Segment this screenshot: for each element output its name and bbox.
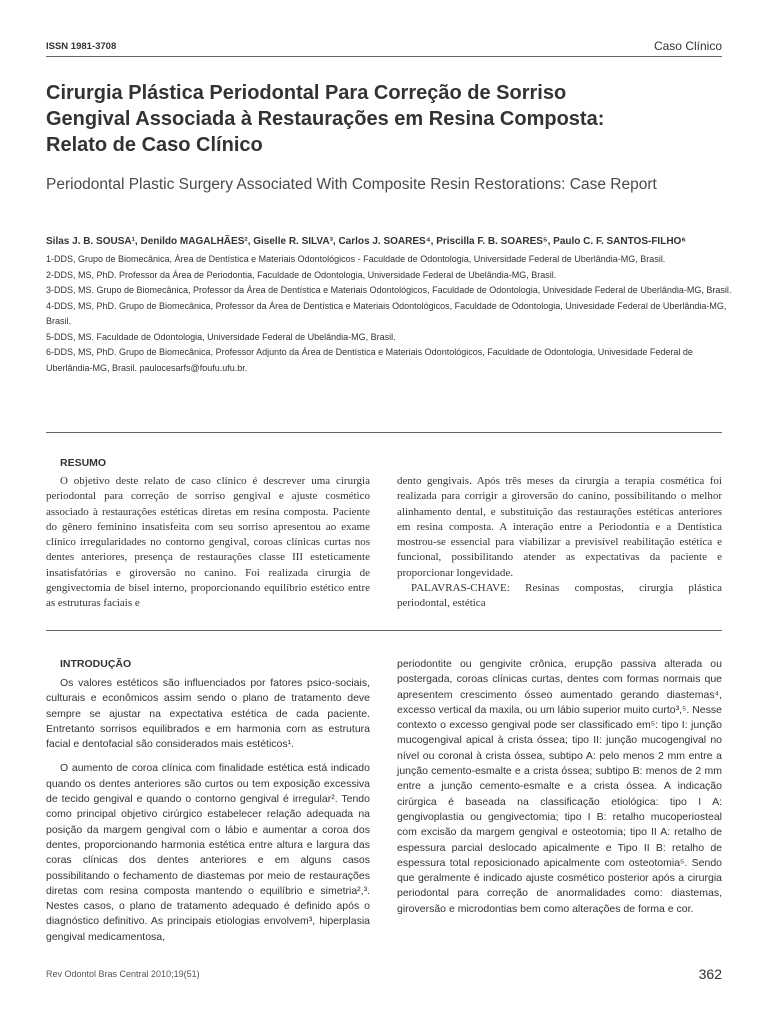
title-line-2: Gengival Associada à Restaurações em Resina Composta:	[46, 108, 605, 130]
abstract-text-left: O objetivo deste relato de caso clínico é descrever uma cirurgia periodontal para correção de sorriso gengival e ajuste cosmético associado à restaurações estéticas diretas em resina composta. Paciente do gênero feminino insatisfeita com seu sorriso apresentou ao exame clínico irregularidades no contorno gengival, coroas clínicas curtas nos dentes anteriores, presença de restaurações classe III esteticamente insatisfatórias e giroversão no canino. Foi realizada cirurgia de gengivectomia de bisel interno, proporcionando equilíbrio estético entre as estruturas faciais e	[46, 475, 370, 610]
author-list: Silas J. B. SOUSA¹, Denildo MAGALHÃES², Giselle R. SILVA³, Carlos J. SOARES⁴, Priscilla F. B. SOARES⁵, Paulo C. F. SANTOS-FILHO⁶	[46, 236, 686, 247]
header-divider	[46, 56, 722, 57]
english-title: Periodontal Plastic Surgery Associated With Composite Resin Restorations: Case Report	[46, 176, 657, 193]
section-label: Caso Clínico	[653, 39, 722, 53]
page-number: 362	[698, 966, 722, 982]
affiliations	[46, 252, 736, 376]
title-line-3: Relato de Caso Clínico	[46, 134, 263, 156]
title-line-1: Cirurgia Plástica Periodontal Para Correção de Sorriso	[46, 82, 567, 104]
abstract-text-right: dento gengivais. Após três meses da cirurgia a terapia cosmética foi realizada para corrigir a giroversão do canino, possibilitando o melhor alinhamento dental, e substituição das restaurações estéticas anteriores em resina composta. A interação entre a Periodontia e a Dentística mostrou-se essencial para viabilizar a previsível reabilitação estética e funcional, possibilitando atender as expectativas da paciente e proporcionar longevidade.	[397, 475, 722, 579]
intro-paragraph-2: O aumento de coroa clínica com finalidade estética está indicado quando os dentes anteriores são curtos ou tem exposição excessiva de tecido gengival e quando o contorno gengival é irregular². Tendo como principal objetivo cirúrgico estabelecer relação adequada na posição da margem gengival com o lábio e aumentar a coroa dos dentes, proporcionando harmonia estética entre altura e largura das coras clínicas dos dentes anteriores e em alguns casos possibilitando o fechamento de diastemas por meio de restaurações diretas com resina composta mantendo o equilíbrio e simetria²,³. Nestes casos, o plano de tratamento adequado é definido após o diagnóstico definitivo. As principais etiologias envolvem³, hiperplasia gengival medicamentosa,	[46, 762, 370, 943]
affiliation-4: 4-DDS, MS, PhD. Grupo de Biomecânica, Professor da Área de Dentística e Materiais Odontológicos, Faculdade de Odontologia, Univesidade Federal de Uberlândia-MG, Brasil.	[46, 300, 727, 326]
abstract-top-divider	[46, 432, 722, 433]
affiliation-2: 2-DDS, MS, PhD. Professor da Área de Periodontia, Faculdade de Odontologia, Universidade Federal de Ubelândia-MG, Brasil.	[46, 269, 557, 280]
introduction-heading: INTRODUÇÃO	[60, 658, 132, 670]
keywords: PALAVRAS-CHAVE: Resinas compostas, cirurgia plástica periodontal, estética	[397, 582, 722, 610]
abstract-heading: RESUMO	[60, 457, 107, 469]
intro-left-column	[46, 676, 370, 945]
affiliation-6: 6-DDS, MS, PhD. Grupo de Biomecânica, Professor Adjunto da Área de Dentística e Materiais Odontológicos, Faculdade de Odontologia, Univesidade Federal de Uberlândia-MG, Brasil. paulocesarfs@foufu.ufu.br.	[46, 347, 693, 373]
abstract-bottom-divider	[46, 630, 722, 631]
issn-label: ISSN 1981-3708	[46, 41, 117, 52]
journal-citation: Rev Odontol Bras Central 2010;19(51)	[46, 969, 200, 979]
intro-paragraph-1: Os valores estéticos são influenciados por fatores psico-sociais, culturais e econômicos assim sendo o plano de tratamento deve sempre se ajustar na expectativa estética de cada paciente. Entretanto sorrisos equilibrados e em harmonia com as estrutura facial e dentofacial são considerados mais estéticos¹.	[46, 677, 370, 751]
abstract-left-column	[46, 474, 370, 612]
affiliation-1: 1-DDS, Grupo de Biomecânica, Área de Dentística e Materiais Odontológicos - Faculdade de Odontologia, Universidade Federal de Uberlândia-MG, Brasil.	[46, 254, 666, 264]
intro-paragraph-3: periodontite ou gengivite crônica, erupção passiva alterada ou postergada, coroas clínicas curtas, dentes com formas normais que apresentem crescimento ósseo aumentado gerando diastemas⁴, excesso vertical da maxila, ou um lábio superior muito curto³,⁵. Nesse contexto o excesso gengival pode ser classificado em⁵: tipo I: junção mucogengival apical à crista óssea; tipo II: junção mucogengival no nível ou coronal à crista óssea, subtipo A: pelo menos 2 mm entre a junção cemento-esmalte e a crista óssea; subtipo B: menos de 2 mm entre a junção cemento-esmalte e a crista óssea. A indicação cirúrgica é baseada na classificação etiológica: tipo I A: gengivoplastia ou gengivectomia; tipo I B: retalho mucoperiosteal com excisão da margem gengival e osteotomia; tipo II A: retalho de espessura parcial deslocado apicalmente e Tipo II B: retalho de espessura total reposicionado apicalmente com osteotomia⁵. Sendo que geralmente é indicado ajuste cosmético posterior após a cirurgia periodontal para correção de anormalidades como: diastemas, giroversão e microdontias bem como alterações de forma e cor.	[397, 658, 722, 915]
article-title	[46, 80, 686, 158]
abstract-right-column	[397, 474, 722, 612]
affiliation-5: 5-DDS, MS. Faculdade de Odontologia, Universidade Federal de Ubelândia-MG, Brasil.	[46, 331, 396, 342]
intro-right-column	[397, 657, 722, 917]
affiliation-3: 3-DDS, MS. Grupo de Biomecânica, Professor da Área de Dentística e Materiais Odontológicos, Faculdade de Odontologia, Univesidade Federal de Uberlândia-MG, Brasil.	[46, 285, 732, 295]
